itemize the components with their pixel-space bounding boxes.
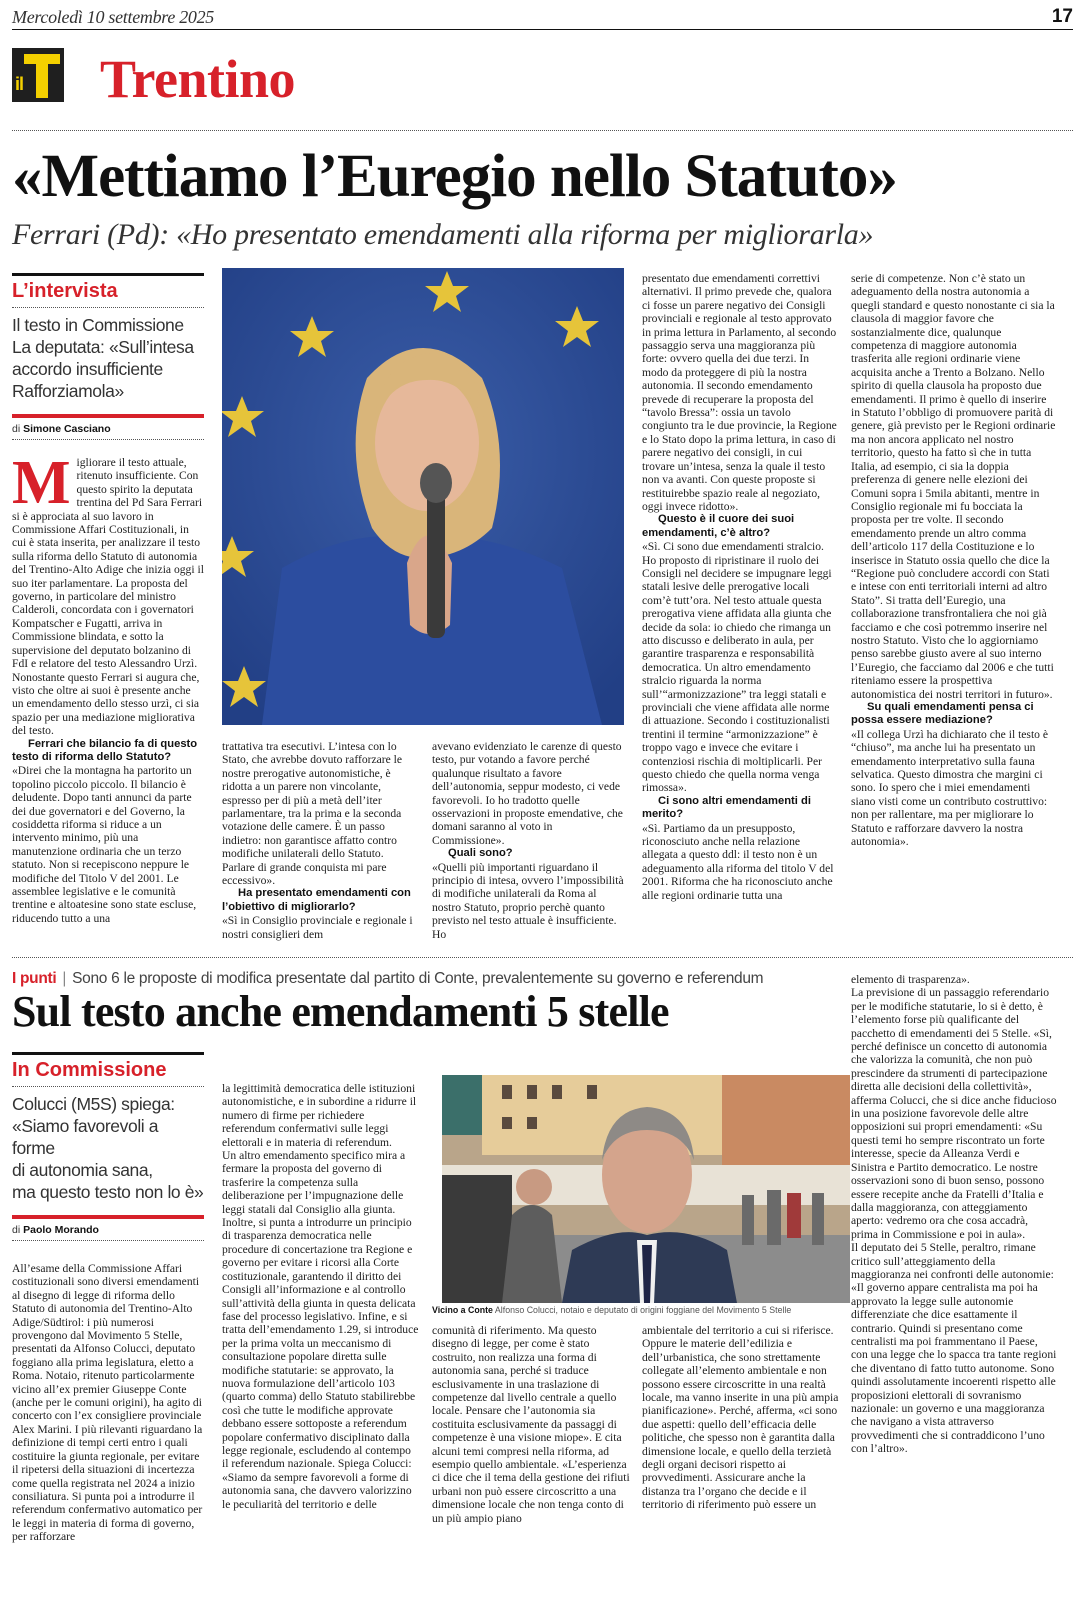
interview-question: Ci sono altri emendamenti di merito? bbox=[642, 794, 811, 821]
article2-column-2: la legittimità democratica delle istituzioni autonomistiche, e in subordine a ridurre il numero di firme per richiedere referendum confermativi sulle leggi elettorali e in materia di referendum. Un altro emendamento specifico mira a fermare la proposta del governo di trasferire la competenza sulla deliberazione per l’impugnazione delle leggi statali dal Consiglio alla giunta. Inoltre, si punta a introdurre un principio di trasparenza democratica nelle procedure di concertazione tra Regione e governo per evitare i ricorsi alla Corte costituzionale, garantendo il diritto dei Consigli all’informazione e al controllo sull’attività della giunta in questa delicata fase del processo legislativo. Infine, e si tratta dell’emendamento 1.29, si introduce per la prima volta un meccanismo di consultazione popolare diretta sulle modifiche statutarie: se approvato, la nuova formulazione dell’articolo 103 (quarto comma) dello Statuto stabilirebbe così che tutte le modifiche approvate debbano essere sottoposte a referendum popolare confermativo disciplinato dalla legge regionale, escludendo al contempo il referendum nazionale. Spiega Colucci: «Siamo da sempre favorevoli a forme di autonomia sana, che davvero valorizzino le peculiarità del territorio e delle bbox=[222, 1082, 419, 1511]
article2-topline: I punti | Sono 6 le proposte di modifica presentate dal partito di Conte, prevalentemente su governo e referendum bbox=[12, 970, 764, 987]
article2-column-5: elemento di trasparenza». La previsione di un passaggio referendario per le modifiche statutarie, lo si è detto, è l’elemento forse più qualificante del pacchetto di emendamenti dei 5 Stelle. «Sì, perché definisce un concetto di autonomia che valorizza la comunità, che non può prescindere da strumenti di partecipazione diretta alle decisioni della collettività», afferma Colucci, che si dice anche fiducioso in una posizione favorevole delle altre opposizioni sui propri emendamenti: «Su questi temi ho sempre riscontrato un forte interesse, specie da Alleanza Verdi e Sinistra e Partito democratico. Le nostre osservazioni sono di buon senso, possono essere recepite anche da Fratelli d’Italia e dalla maggioranza, con atteggiamento aperto: vedremo ora che cosa accadrà, prima in Commissione e poi in aula». Il deputato dei 5 Stelle, peraltro, rimane critico sull’atteggiamento della maggioranza nei confronti delle autonomie: «Il governo appare centralista ma poi ha approvato la legge sulle autonomie differenziate che dice esattamente il contrario. Quindi si presentano come centralisti ma poi frammentano il Paese, con una legge che lo spacca tra tante regioni che diventano di fatto tutto autonome. Sono quindi assolutamente incoerenti rispetto alle proposizioni elettorali di sovranismo nazionale: un governo e una maggioranza che navigano a vista attraverso provvedimenti che si contraddicono l’uno con l’altro». bbox=[851, 973, 1057, 1456]
article2-kicker: In Commissione bbox=[12, 1059, 204, 1087]
article1-column-1: M igliorare il testo attuale, ritenuto insufficiente. Con questo spirito la deputata trentina del Pd Sara Ferrari si è approciata al suo lavoro in Commissione Affari Costituzionali, in cui è stata inserita, per analizzare il testo sulla riforma dello Statuto di autonomia del Trentino-Alto Adige che inizia oggi il suo iter parlamentare. La proposta del governo, in particolare del ministro Calderoli, concordata con i governatori Kompatscher e Fugatti, arriva in Commissione blindata, e sotto la supervisione del deputato bolzanino di FdI e relatore del testo Alessandro Urzì. Nonostante questo Ferrari si augura che, visto che oltre ai suoi è presente anche un emendamento dello stesso urzì, ci sia spazio per una mediazione migliorativa del testo. Ferrari che bilancio fa di questo testo di riforma dello Statuto? «Direi che la montagna ha partorito un topolino piccolo piccolo. Il bilancio è deludente. Dopo tanti annunci da parte dei due governatori e del Governo, la cosiddetta riforma si riduce a un intervento minimo, più una manutenzione ordinaria che un terzo statuto. Non si recepiscono neppure le modifiche del Titolo V del 2001. Le assemblee legislative e le comunità trentine e altoatesine sono state escluse, riducendo tutto a una bbox=[12, 449, 204, 925]
article1-kicker: L’intervista bbox=[12, 280, 204, 308]
section-title: Trentino bbox=[100, 49, 296, 109]
portrait-image-icon bbox=[222, 268, 624, 725]
article1-column-5: serie di competenze. Non c’è stato un adeguamento della nostra autonomia a quegli standard e questo nonostante ci sia la clausola di maggior favore che sostanzialmente dice, qualunque competenza di maggiore autonomia trasferita alle regioni ordinarie viene acquisita anche a Trento a Bolzano. Nello spirito di quella clausola ha proposto due emendamenti. Il primo è quello di inserire in Statuto l’obbligo di promuovere parità di genere, già previsto per le Regioni ordinarie ma non ancora applicato nel nostro territorio, questo ha fatto sì che in tutta Italia, ad esempio, ci sia la doppia preferenza di genere nelle elezioni dei Comuni sopra i 5mila abitanti, mentre in Consiglio regionale mi fu bocciata la proposta per tre volte. Il secondo emendamento prende un altro comma dell’articolo 117 della Costituzione e lo inserisce in Statuto ossia quello che dice la “Regione può concludere accordi con Stati e intese con enti territoriali interni ad altro Stato”. Si tratta dell’Euregio, una collaborazione transfrontaliera che noi già facciamo e che così potremmo inserire nel nostro Statuto. Visto che lo aggiorniamo penso sarebbe giusto avere al suo interno l’Euregio, che facciamo dal 2006 e che tutti riteniamo essere la prospettiva autonomistica dei nostri territori in futuro». Su quali emendamenti pensa ci possa essere mediazione? «Il collega Urzì ha dichiarato che il testo è “chiuso”, ma anche lui ha presentato un emendamento interpretativo sulla fauna selvatica. Questo dimostra che margini ci sono. Io spero che i miei emendamenti siano visti come un contributo costruttivo: non per rallentare, ma per migliorare lo Statuto e rafforzare davvero la nostra autonomia». bbox=[851, 272, 1056, 849]
photo-caption bbox=[432, 1305, 842, 1315]
logo-text: il bbox=[15, 74, 24, 94]
article1-byline: di Simone Casciano bbox=[12, 418, 204, 440]
article1-column-2: trattativa tra esecutivi. L’intesa con lo Stato, che avrebbe dovuto rafforzare le nostre prerogative autonomistiche, è ridotta a un parere non vincolante, espresso per di più a metà dell’iter parlamentare, tra la prima e la seconda votazione delle camere. È un passo indietro: non garantisce affatto contro modifiche unilaterali dello Statuto. Parlare di grande conquista mi pare eccessivo». Ha presentato emendamenti con l’obiettivo di migliorarlo? «Sì in Consiglio provinciale e regionale i nostri consiglieri dem bbox=[222, 740, 418, 941]
article1-column-3: avevano evidenziato le carenze di questo testo, pur votando a favore perché qualunque risultato a favore dell’autonomia, seppur modesto, ci vede favorevoli. Io ho tradotto quelle osservazioni in proposte emendative, che domani saranno al voto in Commissione». Quali sono? «Quelli più importanti riguardano il principio di intesa, ovvero l’impossibilità di modifiche unilaterali da Roma al nostro Statuto, proprio perchè quanto previsto nel testo attuale è insufficiente. Ho bbox=[432, 740, 626, 941]
page-header bbox=[12, 6, 1073, 30]
author-name: Simone Casciano bbox=[23, 423, 111, 435]
author-name: Paolo Morando bbox=[23, 1224, 99, 1236]
article1-headline: «Mettiamo l’Euregio nello Statuto» bbox=[12, 143, 897, 210]
article1-photo bbox=[222, 268, 624, 725]
interview-question: Ha presentato emendamenti con l’obiettivo di migliorarlo? bbox=[222, 887, 411, 913]
interview-question: Su quali emendamenti pensa ci possa essere mediazione? bbox=[851, 701, 1034, 727]
dropcap: M bbox=[12, 449, 71, 517]
article2-tagline: Sono 6 le proposte di modifica presentate dal partito di Conte, prevalentemente su governo e referendum bbox=[72, 970, 764, 987]
article2-column-1: All’esame della Commissione Affari costituzionali sono diversi emendamenti al disegno di legge di riforma dello Statuto di autonomia del Trentino-Alto Adige/Südtirol: i più numerosi provengono dal Movimento 5 Stelle, presentati da Alfonso Colucci, deputato foggiano alla prima legislatura, eletto a Roma. Notaio, ritenuto particolarmente vicino all’ex premier Giuseppe Conte (anche per le comuni origini), ha agito di concerto con l’ex consigliere provinciale Alex Marini. I più rilevanti riguardano la definizione di tempi certi entro i quali costituire la giunta regionale, per evitare il ripetersi della situazioni di incertezza come quella registrata nel 2024 a inizio consiliatura. Si punta poi a introdurre il referendum confermativo automatico per le leggi in materia di forma di governo, per rafforzare bbox=[12, 1262, 203, 1544]
divider bbox=[12, 130, 1073, 131]
interview-question: Ferrari che bilancio fa di questo testo di riforma dello Statuto? bbox=[12, 737, 198, 763]
article2-photo bbox=[442, 1075, 850, 1303]
page-number: 17 bbox=[1051, 6, 1073, 27]
caption-label: Vicino a Conte bbox=[432, 1305, 493, 1315]
divider bbox=[12, 957, 1073, 958]
article2-headline: Sul testo anche emendamenti 5 stelle bbox=[12, 987, 669, 1036]
interview-question: Quali sono? bbox=[448, 847, 513, 860]
caption-text: Alfonso Colucci, notaio e deputato di origini foggiane del Movimento 5 Stelle bbox=[494, 1305, 792, 1315]
article1-sidebar-header bbox=[12, 273, 204, 440]
article1-summary: Il testo in Commissione La deputata: «Sull’intesa accordo insufficiente Rafforziamola» bbox=[12, 315, 194, 401]
article2-byline: di Paolo Morando bbox=[12, 1219, 204, 1241]
issue-date: Mercoledì 10 settembre 2025 bbox=[12, 7, 215, 27]
article2-sidebar-header bbox=[12, 1052, 204, 1241]
newspaper-logo-icon bbox=[12, 48, 64, 102]
interview-question: Questo è il cuore dei suoi emendamenti, c’è altro? bbox=[642, 513, 795, 539]
article2-label: I punti bbox=[12, 970, 57, 987]
portrait-image-icon bbox=[442, 1075, 850, 1303]
article1-subheadline: Ferrari (Pd): «Ho presentato emendamenti alla riforma per migliorarla» bbox=[12, 218, 874, 251]
article2-column-4: ambientale del territorio a cui si riferisce. Oppure le materie dell’edilizia e dell’urbanistica, che sono strettamente collegate all’elemento ambientale e non possono essere circoscritte in una realtà locale, ma vanno inserite in una più ampia pianificazione». Perché, afferma, «ci sono due aspetti: quello dell’efficacia delle politiche, che spesso non è garantita dalla dimensione locale, e quello della terzietà degli organi decisori rispetto ai provvedimenti. Assicurare anche la distanza tra l’organo che decide e il territorio di riferimento può essere un bbox=[642, 1324, 839, 1512]
article2-summary: Colucci (M5S) spiega: «Siamo favorevoli a forme di autonomia sana, ma questo testo non lo è» bbox=[12, 1094, 204, 1202]
article1-column-4: presentato due emendamenti correttivi alternativi. Il primo prevede che, qualora ci fosse un parere negativo dei Consigli provinciali e regionale al testo approvato in prima lettura in Parlamento, al secondo passaggio serva una maggioranza più forte: ovvero quella dei due terzi. In modo da proteggere di più la nostra autonomia. Il secondo emendamento prevede di recuperare la proposta del “tavolo Bressa”: ossia un tavolo congiunto tra le due provincie, la Regione e lo Stato dopo la prima lettura, in caso di parere negativo dei consigli, in cui trovare un’intesa, senza la quale il testo non va avanti. Con queste proposte si restituirebbe spazio reale al negoziato, oggi invece ridotto». Questo è il cuore dei suoi emendamenti, c’è altro? «Sì. Ci sono due emendamenti stralcio. Ho proposto di ripristinare il ruolo dei Consigli nel decidere se impugnare leggi statali lesive delle prerogative locali com’è tutt’ora. Nel testo attuale questa prerogativa viene affidata alla giunta che decide da sola: io chiedo che rimanga un atto discusso e deliberato in aula, per garantire trasparenza e responsabilità democratica. Un altro emendamento stralcio riguarda la norma sull’“armonizzazione” tra leggi statali e provinciali che viene affidata alle norme di attuazione. Secondo i costituzionalisti trentini il termine “armonizzazione” è troppo vago e invece che evitare i contenziosi rischia di moltiplicarli. Per questo chiedo che quella norma venga rimossa». Ci sono altri emendamenti di merito? «Sì. Partiamo da un presupposto, riconosciuto anche nella relazione allegata a questo ddl: il testo non è un adeguamento alla riforma del titolo V del 2001. Riforma che ha riconosciuto anche alle regioni ordinarie tutta una bbox=[642, 272, 837, 902]
article2-column-3: comunità di riferimento. Ma questo disegno di legge, per come è stato costruito, non realizza una forma di autonomia sana, perché si traduce esclusivamente in una traslazione di competenze dal livello centrale a quello locale. Pensare che l’autonomia sia costituita esclusivamente da passaggi di competenze è una visione miope». E cita alcuni temi compresi nella riforma, ad esempio quello ambientale. «L’esperienza ci dice che il tema della gestione dei rifiuti urbani non può essere circoscritto a una dimensione locale che non tenga conto di un più ampio piano bbox=[432, 1324, 630, 1525]
